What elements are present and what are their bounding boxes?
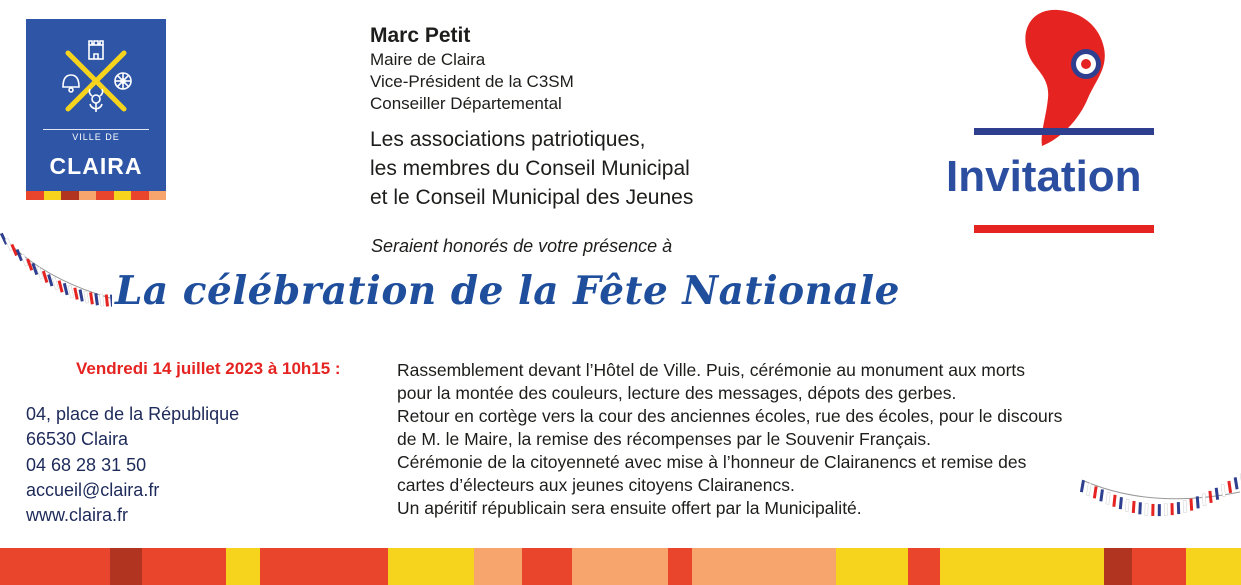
association-line: Les associations patriotiques, — [370, 128, 646, 151]
bunting-flag — [68, 285, 74, 297]
bunting-flag — [1093, 486, 1098, 498]
association-line: les membres du Conseil Municipal — [370, 157, 690, 180]
event-title: La célébration de la Fête Nationale — [115, 268, 900, 314]
bunting-flag — [1158, 504, 1161, 516]
event-line: cartes d’électeurs aux jeunes citoyens Clairanencs. — [397, 475, 795, 495]
stripe-segment — [572, 548, 668, 585]
invitation-red-bar — [974, 225, 1154, 233]
invitation-heading: Invitation — [946, 152, 1142, 201]
bunting-flag — [1151, 504, 1154, 516]
stripe-segment — [1104, 548, 1132, 585]
bunting-flag — [73, 287, 78, 299]
bunting-flag — [1215, 488, 1219, 500]
event-line: Rassemblement devant l’Hôtel de Ville. Puis, cérémonie au monument aux morts — [397, 360, 1026, 380]
event-line: pour la montée des couleurs, lecture des messages, dépots des gerbes. — [397, 383, 957, 403]
contact-address: 04, place de la République — [26, 404, 240, 424]
stripe-segment — [668, 548, 692, 585]
marianne-icon — [1000, 8, 1120, 148]
castle-icon — [89, 41, 103, 59]
contact-website-link[interactable]: www.claira.fr — [26, 505, 129, 525]
event-date-time: Vendredi 14 juillet 2023 à 10h15 : — [76, 359, 341, 378]
stripe-segment — [474, 548, 522, 585]
event-line: de M. le Maire, la remise des récompenses par le Souvenir Français. — [397, 429, 931, 449]
bunting-flag — [1234, 477, 1239, 489]
bunting-flag — [1227, 481, 1232, 493]
honored-line: Seraient honorés de votre présence à — [371, 236, 673, 256]
bunting-flag — [1125, 499, 1129, 511]
stripe-segment — [260, 548, 320, 585]
stripe-segment — [320, 548, 388, 585]
bunting-flag — [1183, 500, 1187, 512]
contact-email-link[interactable]: accueil@claira.fr — [26, 480, 160, 500]
bunting-flag — [1177, 502, 1180, 514]
event-line: Cérémonie de la citoyenneté avec mise à l’honneur de Clairanencs et remise des — [397, 452, 1027, 472]
stripe-segment — [522, 548, 572, 585]
mayor-title: Maire de Claira — [370, 50, 486, 69]
stripe-segment — [0, 548, 110, 585]
bunting-flag — [1189, 499, 1193, 511]
stripe-segment — [940, 548, 1040, 585]
bunting-flag — [1170, 503, 1173, 515]
bunting-flag — [1112, 495, 1116, 507]
bottom-color-stripe — [0, 548, 1241, 585]
bunting-flag — [1208, 491, 1212, 503]
stripe-segment — [766, 548, 836, 585]
mayor-name: Marc Petit — [370, 24, 471, 47]
logo-town-name: CLAIRA — [49, 153, 143, 179]
mayor-title: Vice-Président de la C3SM — [370, 72, 574, 91]
event-line: Un apéritif républicain sera ensuite offert par la Municipalité. — [397, 498, 862, 518]
bunting-flag — [47, 274, 53, 286]
contact-city: 66530 Claira — [26, 429, 129, 449]
flower-icon — [89, 89, 102, 112]
stripe-segment — [388, 548, 474, 585]
bunting-flag — [1138, 502, 1142, 514]
stripe-segment — [1040, 548, 1104, 585]
bunting-flag — [1106, 492, 1110, 504]
bunting-flag — [1119, 497, 1123, 509]
contact-phone: 04 68 28 31 50 — [26, 455, 147, 475]
mayor-title: Conseiller Départemental — [370, 94, 562, 113]
bunting-flag — [89, 292, 94, 304]
bunting-flag — [79, 289, 84, 301]
bunting-flag — [84, 291, 89, 303]
stripe-segment — [692, 548, 766, 585]
bunting-flag — [1099, 489, 1104, 501]
bunting-flag — [1164, 504, 1167, 516]
bunting-right-icon — [1080, 470, 1241, 530]
bell-icon — [63, 75, 79, 92]
stripe-segment — [1186, 548, 1241, 585]
bunting-flag — [1145, 503, 1148, 515]
coat-of-arms — [26, 19, 166, 131]
bunting-flag — [110, 295, 112, 307]
bunting-flag — [1202, 494, 1206, 506]
bunting-left-icon — [0, 228, 112, 312]
stripe-segment — [142, 548, 226, 585]
bunting-flag — [105, 294, 109, 306]
invitation-blue-bar — [974, 128, 1154, 135]
bunting-flag — [94, 293, 99, 305]
logo-stripe — [26, 191, 166, 200]
stripe-segment — [110, 548, 142, 585]
stripe-segment — [908, 548, 940, 585]
event-line: Retour en cortège vers la cour des anciennes écoles, rue des écoles, pour le discours — [397, 406, 1063, 426]
bunting-flag — [1086, 483, 1091, 495]
bunting-flag — [58, 280, 64, 292]
claira-logo — [26, 19, 166, 200]
stripe-segment — [226, 548, 260, 585]
bunting-flag — [1080, 480, 1085, 492]
association-line: et le Conseil Municipal des Jeunes — [370, 186, 694, 209]
bunting-flag — [1132, 501, 1136, 513]
bunting-flag — [52, 277, 58, 289]
wheel-icon — [115, 73, 131, 89]
bunting-flag — [63, 283, 69, 295]
logo-ville-de: VILLE DE — [72, 132, 120, 142]
stripe-segment — [1132, 548, 1186, 585]
stripe-segment — [836, 548, 908, 585]
